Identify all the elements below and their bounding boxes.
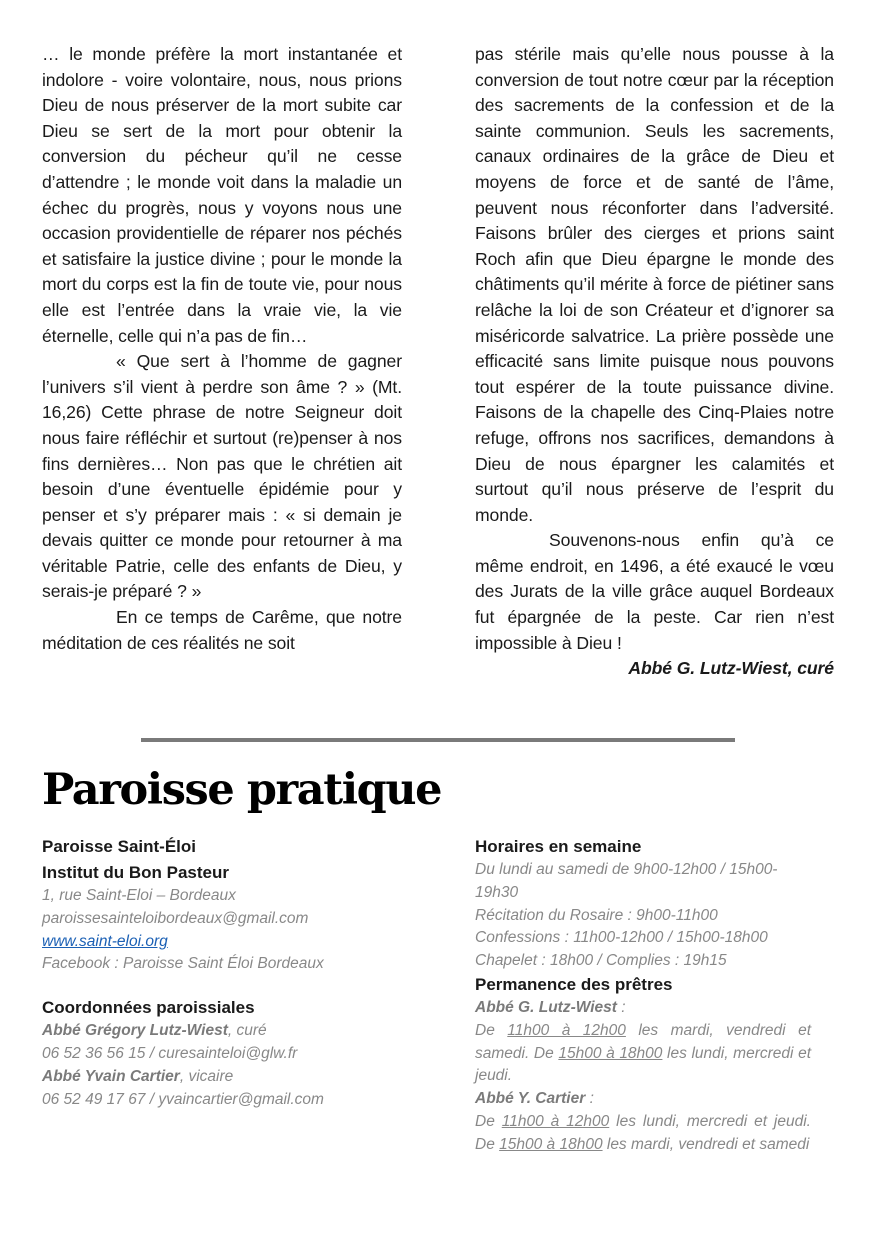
priest-role: , vicaire [179,1067,234,1085]
schedule-column [475,835,811,1157]
parish-email[interactable]: paroissesainteloibordeaux@gmail.com [42,909,309,927]
priest-name: Abbé Yvain Cartier [42,1067,180,1085]
section-divider [141,738,735,742]
rosary-hours: Récitation du Rosaire : 9h00-11h00 [475,906,718,924]
priest-name: Abbé Grégory Lutz-Wiest [42,1022,228,1040]
article-paragraph: pas stérile mais qu’elle nous pousse à la conversion de tout notre cœur par la réception des sacrements de la confession et de la sainte communion. Seuls les sacrements, canaux ordinaires de la grâce de Dieu et moyens de force et de santé de l’âme, peuvent nous réconforter dans l’adversité. Faisons brûler des cierges et prions saint Roch afin que Dieu épargne le monde des châtiments qu’il mérite à force de piétiner sans relâche la loi de son Créateur et d’ignorer sa miséricorde salvatrice. La prière possède une efficacité sans limite puisque nous pouvons tout espérer de la toute puissance divine. Faisons de la chapelle des Cinq-Plaies notre refuge, offrons nos sacrifices, demandons à Dieu de nous épargner les calamités et surtout qu’il nous préserve de l’esprit du monde. [475,44,834,525]
text: De [475,1021,508,1039]
colon: : [585,1090,594,1108]
priest-permanence-hours [475,1020,811,1088]
text: les mardi, vendredi et samedi. De [475,1021,811,1062]
website-link[interactable]: www.saint-eloi.org [42,932,168,950]
article-paragraph: En ce temps de Carême, que notre méditation de ces réalités ne soit [42,607,402,653]
contacts-heading: Coordonnées paroissiales [42,998,255,1018]
colon: : [616,998,626,1016]
time-range: 11h00 à 12h00 [507,1021,626,1039]
facebook-page[interactable]: Facebook : Paroisse Saint Éloi Bordeaux [42,955,324,973]
priest-permanence-name [475,1088,811,1111]
permanence-heading: Permanence des prêtres [475,974,673,994]
text: De [475,1112,502,1130]
parish-address: 1, rue Saint-Eloi – Bordeaux [42,887,236,904]
time-range: 11h00 à 12h00 [501,1112,610,1130]
priest-name: Abbé Y. Cartier [475,1090,586,1108]
priest-contact-2 [42,1066,422,1089]
confession-hours: Confessions : 11h00-12h00 / 15h00-18h00 [475,929,768,947]
priest-name: Abbé G. Lutz-Wiest [475,998,617,1016]
text: les lundi, mercredi et jeudi. De [475,1112,811,1153]
article-signature: Abbé G. Lutz-Wiest, curé [628,658,834,679]
section-title: Paroisse pratique [42,765,442,815]
time-range: 15h00 à 18h00 [499,1135,603,1153]
article-paragraph: Souvenons-nous enfin qu’à ce même endroit, en 1496, a été exaucé le vœu des Jurats de la ville grâce auquel Bordeaux fut épargnée de la peste. Car rien n’est impossible à Dieu ! [475,530,834,653]
priest-permanence-name [475,997,811,1020]
priest-phone-email[interactable]: 06 52 49 17 67 / yvaincartier@gmail.com [42,1090,324,1108]
parish-name: Paroisse Saint-Éloi [42,837,196,856]
priest-phone-email[interactable]: 06 52 36 56 15 / curesainteloi@glw.fr [42,1044,298,1062]
weekday-hours: Du lundi au samedi de 9h00-12h00 / 15h00-19h30 [475,861,778,901]
article-paragraph: « Que sert à l’homme de gagner l’univers s’il vient à perdre son âme ? » (Mt. 16,26) Cette phrase de notre Seigneur doit nous faire réfléchir et surtout (re)penser à nos fins dernières… Non pas que le chrétien ait besoin d’une éventuelle épidémie pour y penser et s’y préparer mais : « si demain je devais quitter ce monde pour retourner à ma véritable Patrie, celle des enfants de Dieu, y serais-je préparé ? » [42,351,402,602]
priest-permanence-hours [475,1111,811,1157]
weekday-heading: Horaires en semaine [475,837,642,856]
article-left-column [42,42,402,656]
priest-contact-1 [42,1020,422,1043]
text: les mardi, vendredi et samedi [602,1135,810,1153]
article-right-column [475,42,834,682]
parish-info-column [42,835,422,1111]
article-paragraph: … le monde préfère la mort instantanée et indolore - voire volontaire, nous, nous prions Dieu de nous préserver de la mort subite car Dieu se sert de la mort pour obtenir la conversion du pécheur qu’il ne cesse d’attendre ; le monde voit dans la maladie un échec du progrès, nous y voyons nous une occasion providentielle de réparer nos péchés et satisfaire la justice divine ; pour le monde la mort du corps est la fin de toute vie, pour nous elle est l’entrée dans la vraie vie, la vie éternelle, celle qui n’a pas de fin… [42,44,402,346]
institute-name: Institut du Bon Pasteur [42,863,229,882]
time-range: 15h00 à 18h00 [558,1044,663,1062]
text: les lundi, mercredi et jeudi. [475,1044,812,1085]
chapelet-hours: Chapelet : 18h00 / Complies : 19h15 [475,952,727,970]
priest-role: , curé [227,1022,267,1040]
